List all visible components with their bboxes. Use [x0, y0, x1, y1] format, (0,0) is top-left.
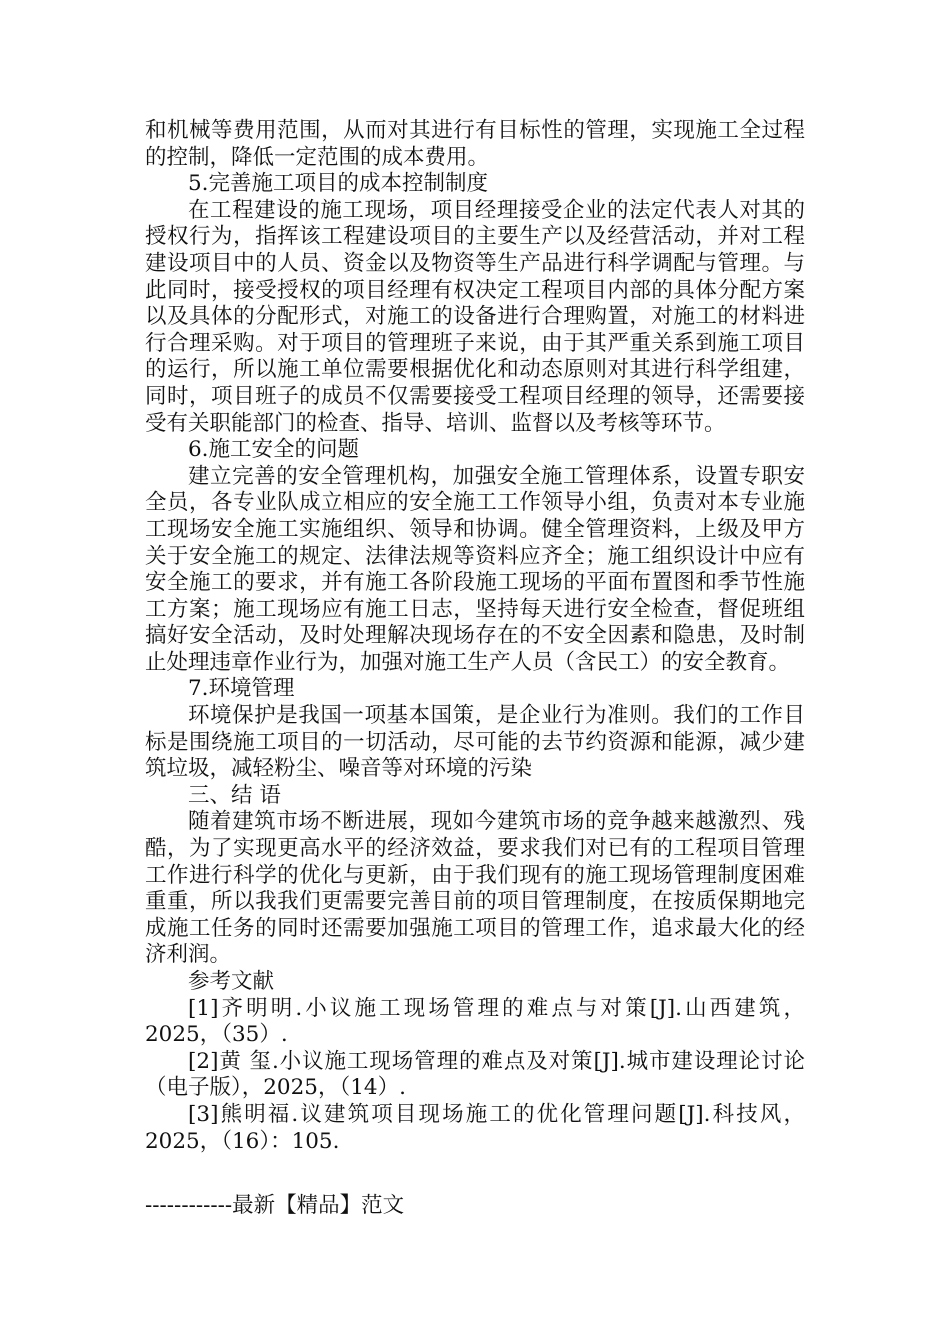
paragraph-section-7: 环境保护是我国一项基本国策，是企业行为准则。我们的工作目标是围绕施工项目的一切活动，尽可能的去节约资源和能源，减少建筑垃圾，减轻粉尘、噪音等对环境的污染 — [145, 703, 805, 782]
heading-section-5: 5.完善施工项目的成本控制制度 — [188, 171, 489, 197]
paragraph-intro-continued: 和机械等费用范围，从而对其进行有目标性的管理，实现施工全过程的控制，降低一定范围的成本费用。 — [145, 118, 805, 170]
heading-section-7: 7.环境管理 — [188, 676, 295, 702]
footer-tagline: ------------最新【精品】范文 — [145, 1193, 405, 1218]
paragraph-conclusion: 随着建筑市场不断进展，现如今建筑市场的竞争越来越激烈、残酷，为了实现更高水平的经济效益，要求我们对已有的工程项目管理工作进行科学的优化与更新，由于我们现有的施工现场管理制度困难重重，所以我我们更需要完善目前的项目管理制度，在按质保期地完成施工任务的同时还需要加强施工项目的管理工作，追求最大化的经济利润。 — [145, 809, 805, 968]
heading-references: 参考文献 — [188, 969, 275, 994]
paragraph-section-6: 建立完善的安全管理机构，加强安全施工管理体系，设置专职安全员，各专业队成立相应的安全施工工作领导小组，负责对本专业施工现场安全施工实施组织、领导和协调。健全管理资料，上级及甲方关于安全施工的规定、法律法规等资料应齐全；施工组织设计中应有安全施工的要求，并有施工各阶段施工现场的平面布置图和季节性施工方案；施工现场应有施工日志，坚持每天进行安全检查，督促班组搞好安全活动，及时处理解决现场存在的不安全因素和隐患，及时制止处理违章作业行为，加强对施工生产人员（含民工）的安全教育。 — [145, 463, 805, 675]
heading-section-6: 6.施工安全的问题 — [188, 437, 360, 463]
reference-item-2: [2]黄 玺.小议施工现场管理的难点及对策[J].城市建设理论讨论（电子版），2025，（14）. — [145, 1048, 805, 1101]
paragraph-section-5: 在工程建设的施工现场，项目经理接受企业的法定代表人对其的授权行为，指挥该工程建设项目的主要生产以及经营活动，并对工程建设项目中的人员、资金以及物资等生产品进行科学调配与管理。与此同时，接受授权的项目经理有权决定工程项目内部的具体分配方案以及具体的分配形式，对施工的设备进行合理购置，对施工的材料进行合理采购。对于项目的管理班子来说，由于其严重关系到施工项目的运行，所以施工单位需要根据优化和动态原则对其进行科学组建，同时，项目班子的成员不仅需要接受工程项目经理的领导，还需要接受有关职能部门的检查、指导、培训、监督以及考核等环节。 — [145, 197, 805, 436]
document-body — [145, 118, 805, 1155]
reference-item-3: [3]熊明福.议建筑项目现场施工的优化管理问题[J].科技风，2025，（16）：105. — [145, 1101, 805, 1154]
heading-conclusion: 三、结 语 — [188, 782, 281, 808]
reference-item-1: [1]齐明明.小议施工现场管理的难点与对策[J].山西建筑，2025，（35）. — [145, 995, 805, 1048]
